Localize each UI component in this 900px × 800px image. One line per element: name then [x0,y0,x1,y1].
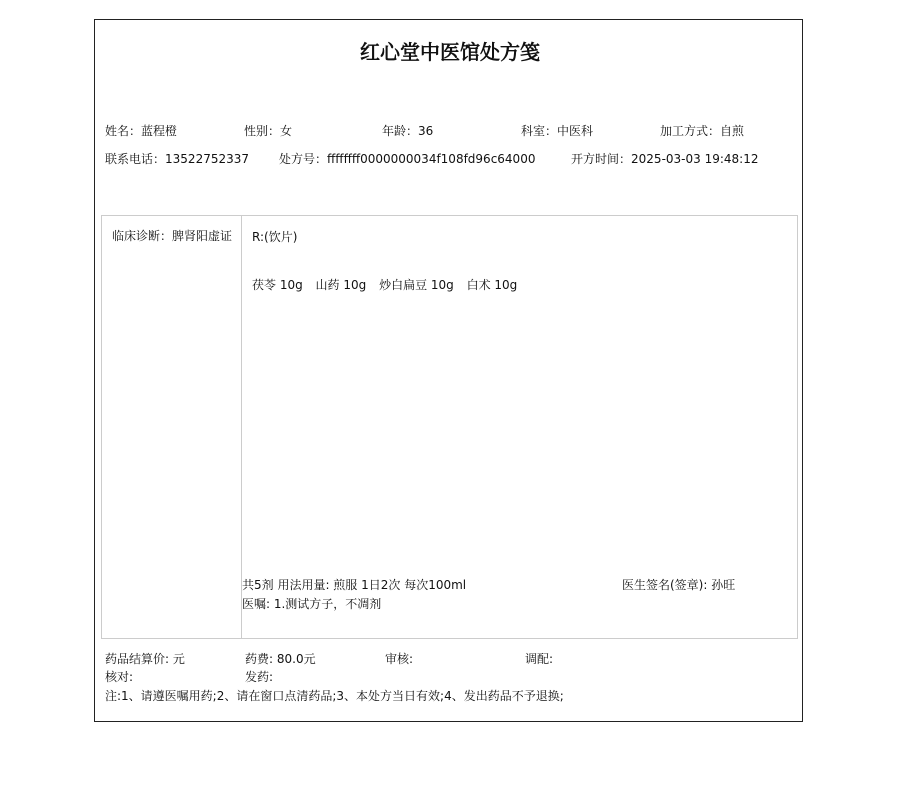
clinical-diagnosis-value: 脾肾阳虚证 [172,229,233,243]
patient-name-label: 姓名 ： [105,124,141,138]
prescription-number [279,150,535,167]
patient-name-value: 蓝程橙 [141,124,178,138]
prescription-time-value: 2025-03-03 19:48:12 [631,152,759,166]
patient-age-value: 36 [418,124,434,138]
prescription-number-value: ffffffff0000000034f108fd96c64000 [327,152,536,166]
prescription-time [571,150,758,167]
herb-item: 炒白扁豆 10g [379,278,454,292]
process-method [660,122,744,139]
drug-settlement-price: 药品结算价: 元 [105,652,185,666]
review-field: 审核: [385,652,414,666]
herb-list [252,276,526,293]
drug-fee: 药费: 80.0元 [245,652,316,666]
doctor-signature: 医生签名(签章): 孙旺 [622,578,736,592]
patient-age-label: 年龄 ： [382,124,418,138]
usage-dosage: 共5剂 用法用量: 煎服 1日2次 每次100ml [242,578,467,592]
patient-phone-label: 联系电话 ： [105,152,165,166]
clinical-diagnosis-label: 临床诊断 ： [112,229,172,243]
patient-dept-label: 科室 ： [521,124,557,138]
herb-item: 茯苓 10g [252,278,303,292]
patient-dept [521,122,593,139]
patient-dept-value: 中医科 [557,124,594,138]
patient-phone-value: 13522752337 [165,152,250,166]
prescription-time-label: 开方时间 ： [571,152,631,166]
patient-age [382,122,433,139]
patient-gender [244,122,292,139]
patient-name [105,122,177,139]
issue-drug-field: 发药: [245,670,274,684]
clinical-diagnosis [112,227,236,245]
page-title: 红心堂中医馆处方笺 [360,40,540,64]
patient-phone [105,150,249,167]
dispensing-field: 调配: [525,652,554,666]
patient-gender-value: 女 [280,124,293,138]
check-field: 核对: [105,670,134,684]
prescription-number-label: 处方号 ： [279,152,327,166]
doctor-advice: 医嘱: 1.测试方子，不凋剂 [242,597,382,611]
rx-heading: R:(饮片) [252,230,298,244]
patient-gender-label: 性别 ： [244,124,280,138]
herb-item: 白术 10g [466,278,518,292]
footer-note: 注:1、请遵医嘱用药;2、请在窗口点清药品;3、本处方当日有效;4、发出药品不予退换; [105,689,564,703]
herb-item: 山药 10g [315,278,367,292]
process-method-value: 自煎 [720,124,745,138]
process-method-label: 加工方式 ： [660,124,720,138]
